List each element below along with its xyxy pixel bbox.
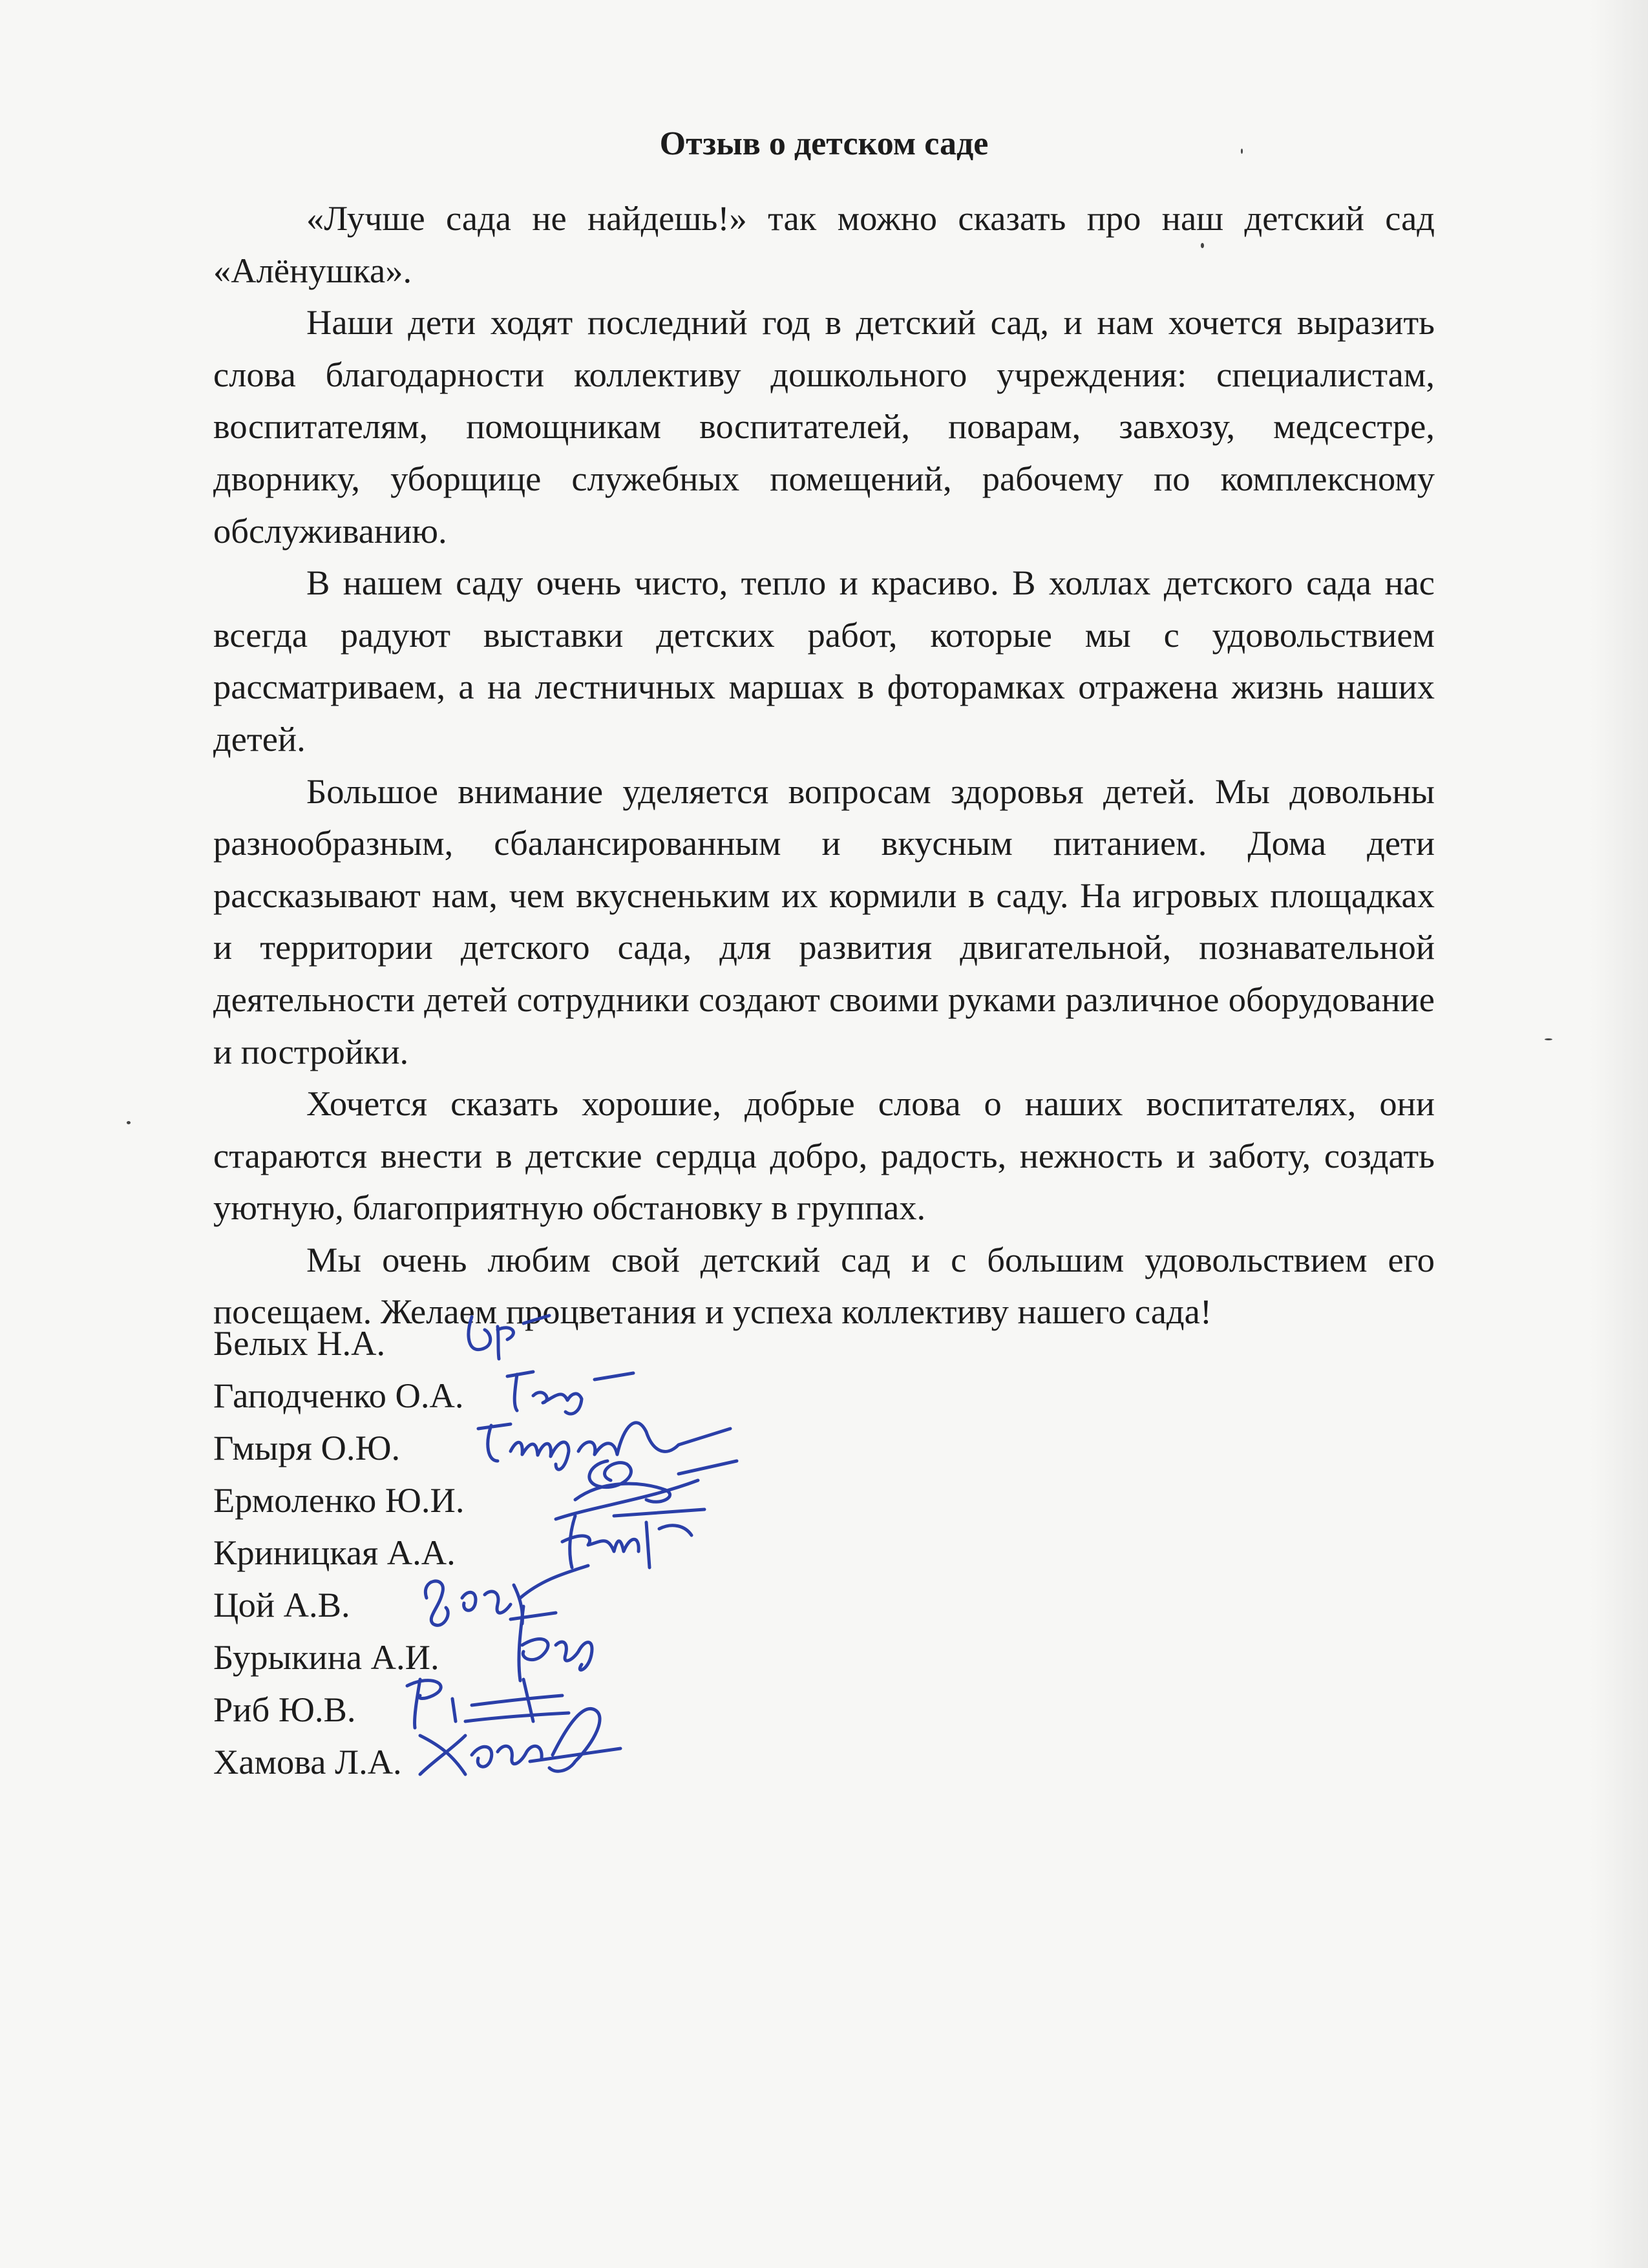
handwritten-signature — [401, 1690, 633, 1787]
signatory-name: Цой А.В. — [213, 1585, 350, 1624]
signatory-row — [213, 1526, 1118, 1579]
signatory-name: Бурыкина А.И. — [213, 1637, 439, 1677]
paragraph-4: Большое внимание уделяется вопросам здоровья детей. Мы довольны разнообразным, сбалансированным и вкусным питанием. Дома дети рассказывают нам, чем вкусненьким их кормили в саду. На игровых площадках и территории детского сада, для развития двигательной, познавательной деятельности детей сотрудники создают своими руками различное оборудование и постройки. — [213, 771, 1435, 1071]
signatory-name: Гаподченко О.А. — [213, 1376, 464, 1415]
signatory-row — [213, 1736, 1118, 1788]
paragraph-1: «Лучше сада не найдешь!» так можно сказать про наш детский сад «Алёнушка». — [213, 198, 1435, 290]
signatory-name: Гмыря О.Ю. — [213, 1428, 401, 1467]
document-title: Отзыв о детском саде — [659, 125, 989, 162]
signature-list — [213, 1317, 1118, 1788]
signatory-row — [213, 1631, 1118, 1683]
paragraph-5: Хочется сказать хорошие, добрые слова о наших воспитателях, они стараются внести в детские сердца добро, радость, нежность и заботу, создать уютную, благоприятную обстановку в группах. — [213, 1084, 1435, 1228]
signatory-name: Криницкая А.А. — [213, 1533, 456, 1572]
scan-edge-shadow — [1590, 0, 1648, 2268]
scan-speck — [1545, 1038, 1552, 1040]
signatory-row — [213, 1317, 1118, 1369]
handwritten-signature — [459, 1304, 588, 1362]
scan-speck — [1201, 243, 1204, 248]
scan-speck — [1241, 149, 1243, 154]
document-body — [213, 193, 1435, 1338]
signatory-name: Риб Ю.В. — [213, 1690, 356, 1729]
signatory-row — [213, 1683, 1118, 1736]
scan-speck — [127, 1121, 131, 1124]
paragraph-3: В нашем саду очень чисто, тепло и красиво. В холлах детского сада нас всегда радуют выставки детских работ, которые мы с удовольствием рассматриваем, а на лестничных маршах в фоторамках отражена жизнь наших детей. — [213, 563, 1435, 759]
signatory-name: Ермоленко Ю.И. — [213, 1480, 465, 1520]
signatory-name: Белых Н.А. — [213, 1323, 386, 1363]
paragraph-2: Наши дети ходят последний год в детский сад, и нам хочется выразить слова благодарности коллективу дошкольного учреждения: специалистам, воспитателям, помощникам воспитателей, поварам, завхозу, медсестре, дворнику, уборщице служебных помещений, рабочему по комплексному обслуживанию. — [213, 302, 1435, 551]
signatory-row — [213, 1579, 1118, 1631]
paragraph-6: Мы очень любим свой детский сад и с большим удовольствием его посещаем. Желаем процветания и успеха коллективу нашего сада! — [213, 1239, 1435, 1332]
signatory-name: Хамова Л.А. — [213, 1742, 402, 1781]
